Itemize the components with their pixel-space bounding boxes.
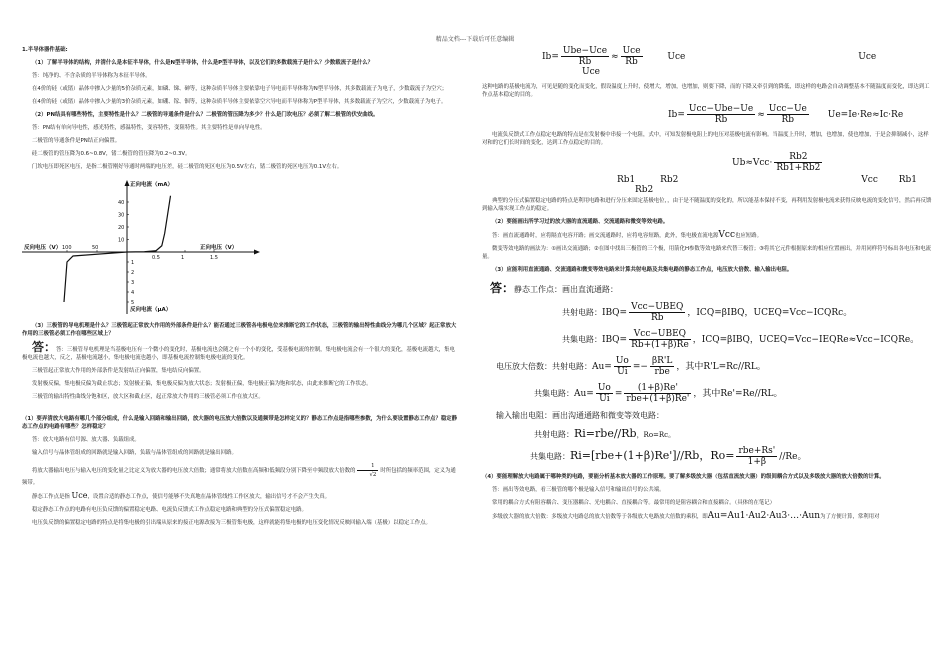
question-4-right: （4）要能理解放大电路属于哪种类的电路，要能分析基本放大器的工作原理。要了解多级放大器（包括直流放大器）的级间耦合方式以及多级放大器的放大倍数的计算。 <box>482 474 885 480</box>
ibq-frac <box>629 329 691 350</box>
gain-frac-1 <box>596 383 613 404</box>
gain-ce-formula: 电压放大倍数：共射电路：Au= $\frac{Uo}{Ui}$ =− $\frac{\beta R'L}{\text{rbe}}$ ，其中R'L=Rc//RL。 <box>496 356 766 377</box>
multistage-gain-formula: Au=Au1·Au2·Au3·…·Aun <box>707 511 821 521</box>
gain-frac-1 <box>614 356 631 377</box>
text-seg: ，式中 <box>642 132 660 138</box>
question-2: （2）PN结具有哪些特性，主要特性是什么？二极管的导通条件是什么？二极管的管压降为多少？什么是门坎电压？必须了解二极管的伏安曲线。 <box>32 112 379 118</box>
bandwidth-text-2: 时所包括的频率范围，定义为通频带。 <box>22 468 456 486</box>
gain-label: 电压放大倍数：共射电路： <box>496 362 592 371</box>
ce-static-formula <box>562 302 934 323</box>
ibq-symbol: IBQ= <box>602 335 628 345</box>
frac-num: Uo <box>615 356 629 366</box>
rb1-label: Rb1 <box>617 175 636 185</box>
formula-frac-2 <box>767 104 809 125</box>
frac-den: Rb <box>578 57 592 67</box>
neg-x-tick-label: 100 <box>62 245 72 251</box>
frac-den: Rb1+Rb2 <box>776 163 821 173</box>
x-tick-label: 0.5 <box>152 255 160 261</box>
answer-4: 答：放大电路有信号源、放大器、负载组成。 <box>32 437 140 443</box>
au-symbol: Au= <box>574 389 594 399</box>
y-tick-label: 30 <box>118 212 125 219</box>
question-1: （1）了解半导体的结构，并清什么是本征半导体，什么是N型半导体，什么是P型半导体，以及它们的多数载流子是什么？少数载流子是什么？ <box>32 60 374 66</box>
neg-y-axis-label: 反向电流（μA） <box>130 307 172 313</box>
frac-num: (1+β)Re' <box>624 383 691 394</box>
sqrt2-fraction <box>357 462 378 479</box>
ibq-frac <box>629 302 685 323</box>
x-tick-label: 1.5 <box>210 255 218 261</box>
ri-formula: Ri=[rbe+(1+β)Re']//Rb <box>570 449 700 462</box>
frac-den: rbe+(1+β)Re' <box>626 394 690 404</box>
question-3: （3）三极管的导电机理是什么？三极管起正常放大作用的外部条件是什么？能否通过三极管各电极电位来推断它的工作状态，三极管的输出特性曲线分为哪几个区域？起正常放大作用的三极管必须工作在哪些区域上？ <box>22 323 457 337</box>
answer-3-line-1: 三极管起正常放大作用的外部条件是发射结正向偏置，集电结反向偏置。 <box>32 368 205 374</box>
text-seg: 要下降，而 <box>708 84 736 90</box>
text-seg: 是不随温度的变化的，所以能基本保持不变，再利用发射极电流来获得反映电流的变化信号，然后再反馈到输入端实现工作点的稳定。 <box>482 198 932 212</box>
answer-mark: 答： <box>32 340 57 354</box>
answer-2-line-3: 门坎电压即死区电压，是指二极管刚好导通时两端的电压差，硅二极管的死区电压为0.5V左右，锗二极管的死区电压为0.1V左右。 <box>32 164 343 170</box>
frac-den: Rb+(1+β)Re <box>631 340 689 350</box>
vcc-symbol: Vcc <box>718 230 736 240</box>
gain-rest: ，其中R'L=Rc//RL。 <box>676 362 766 372</box>
answer-2-right-line: 微变等效电路的画法为：①画出交流通路；②在图中找出三极管的三个极，用箭化H参数等效电路来代替三极管；③将其它元件根据原来的相应位置画出，并用同样符号标出各电压和电流量。 <box>482 246 932 260</box>
formula-ib-1: Ib= $\frac{\text{Ube−Uce}}{Rb}$ ≈ $\frac{\text{Uce}}{Rb}$ Uce Uce Uce <box>542 46 877 77</box>
cc-label: 共集电路： <box>530 452 570 461</box>
gain-frac-2 <box>650 356 674 377</box>
frac-den: Rb <box>650 313 664 323</box>
ce-label: 共射电路： <box>562 308 602 317</box>
ce-label: 共射电路： <box>534 430 574 439</box>
frac-den: Ui <box>599 394 610 404</box>
answer-2: 答：PN结有单向导电性，感光特性，感温特性，变容特性，变阻特性。其主要特性是单向导电性。 <box>32 125 266 131</box>
frac-num: Uce <box>622 46 641 56</box>
frac-num: rbe+Rs' <box>738 446 776 456</box>
gain-cc-formula: 共集电路：Au= $\frac{Uo}{Ui}$ = $\frac{(1+\beta)Re'}{\text{rbe+(1+β)Re'}}$ ，其中Re'=Re//RL。 <box>534 383 783 404</box>
frac-num: Rb2 <box>774 152 822 163</box>
resistor-labels <box>617 175 934 195</box>
frac-num: βR'L <box>651 356 673 366</box>
frac-num: Vcc−UBEQ <box>629 329 691 340</box>
formula-3-text <box>482 197 934 213</box>
answer-4-line-1: 输入信号与晶体管组成的回路就是输入回路，负载与晶体管组成的回路就是输出回路。 <box>32 450 237 456</box>
text-seg: ，可知发射极电阻上的电压对基极电流有影响。当温度上升时，增加，也增加，使也增加，于是会抑制减小，这样对和的它们长时间的变化，达到工作点稳定的目的。 <box>482 132 929 146</box>
cc-label: 共集电路： <box>534 389 574 398</box>
uce-label: Uce <box>667 52 686 62</box>
rb1-label: Rb1 <box>898 175 918 185</box>
frac-num: Vcc−UBEQ <box>631 302 684 312</box>
text-seg: 进行分压来固定基极电位， <box>605 198 668 204</box>
question-2-right: （2）要能画出所学习过的放大器的直流通路、交流通路和微变等效电路。 <box>492 219 669 225</box>
ro-formula: ，Ro=Rc。 <box>636 431 676 439</box>
answer-3-line-3: 三极管的输出特性曲线分饱和区，放大区和截止区，起正常放大作用的三极管必须工作在放大区。 <box>32 394 264 400</box>
x-tick-label: 1 <box>181 255 185 261</box>
section-title: 1.半导体器件基础: <box>22 47 68 53</box>
x-axis-arrow <box>254 250 260 255</box>
frac-den: Ui <box>617 367 628 377</box>
p-type-text: 在4价的硅（或锗）晶体中掺入少量的3价杂质元素，如硼、镓、铟等，这种杂质半导体主要依靠空穴导电而半导体称为P型半导体，其多数载流子为空穴，少数载流子为电子。 <box>32 99 447 105</box>
ri-formula: Ri=rbe//Rb <box>574 427 637 440</box>
answer-4-line-2 <box>22 462 460 487</box>
formula-frac <box>774 152 822 173</box>
text-seg: ，可见是随 <box>535 84 563 90</box>
text-seg: 电流负反馈式工作点稳定电路的特点是在发射极中串接一个电阻 <box>492 132 643 138</box>
neg-y-tick-label: 2 <box>131 270 135 276</box>
y-tick-label: 20 <box>118 225 125 231</box>
rb2-label: Rb2 <box>660 175 679 185</box>
answer-3-text: 答：三极管导电机理是当基极电压有一个微小的变化时，基极电流也会随之有一个小的变化，受基极电流的控制，集电极电流会有一个很大的变化，基极电流越大，集电极电流也越大，反之，基极电流越小，集电极电流也越小，即基极电流控制集电极电流的变化。 <box>22 347 455 361</box>
frac-num: Ucc−Ube−Ue <box>688 104 754 114</box>
fraction-denominator: √2 <box>369 472 377 478</box>
uce-label: Uce <box>582 67 600 77</box>
document-header: 精品文档---下载后可任意编辑 <box>435 36 515 43</box>
formula-1-text <box>482 83 934 99</box>
frac-den: Rb <box>781 115 795 125</box>
gain-frac-2 <box>624 383 691 404</box>
answer-4-right: 答：画出等效电路，看三极管的哪个极是输入信号和输出信号的公共端。 <box>492 487 665 493</box>
answer-4-line-3 <box>22 492 460 501</box>
forward-curve <box>127 196 171 252</box>
frac-num: Ucc−Ue <box>768 104 807 114</box>
text-seg: ，由于 <box>667 198 684 204</box>
y-axis-arrow <box>125 180 130 186</box>
question-3-right: （3）应能利用直流通路、交流通路和微变等效电路来计算共射电路及共集电路的静态工作点，电压放大倍数、输入输出电阻。 <box>492 267 793 273</box>
text-seg: 这种电路的基极电流为 <box>482 84 536 90</box>
reverse-curve <box>64 252 127 302</box>
text-seg: 典型的分压式偏置稳定电路的特点是利用电路 <box>492 198 600 204</box>
neg-y-tick-label: 5 <box>131 300 135 306</box>
neg-x-tick-label: 50 <box>92 245 99 251</box>
formula-frac-1 <box>687 104 755 125</box>
text-seg: 和 <box>599 198 606 204</box>
ibq-symbol: IBQ= <box>602 308 628 318</box>
text-seg: 的变化而变化，假设温度上升时，使增大，增加，也增加，则 <box>562 84 709 90</box>
text-seg: 答：画直流通路时，应将隔直电容开路；画交流通路时，应将电容短路，此外，集电极直流电源 <box>492 233 719 239</box>
cc-label: 共集电路： <box>562 335 602 344</box>
formula-ue: Ue=Ie·Re≈Ic·Re <box>827 110 904 120</box>
answer-3-line-2: 发射极反偏，集电极反偏为截止状态；发射极正偏，集电极反偏为放大状态；发射极正偏，集电极正偏为饱和状态，由此来推断它的工作状态。 <box>32 381 372 387</box>
formula-2-text <box>482 131 934 147</box>
uce-label: Uce <box>858 52 877 62</box>
n-type-text: 在4价的硅（或锗）晶体中掺入少量的5价杂质元素，如磷、锑、砷等，这种杂质半导体主要依靠电子导电而半导体称为N型半导体，其多数载流子为电子，少数载流子为空穴； <box>32 86 448 92</box>
neg-y-tick-label: 3 <box>131 280 135 286</box>
text-seg: 的下降又牵引到的降低，即这样的电路会自动调整基本不随温度而变化，即达到工作点基本稳定的目的。 <box>482 84 930 98</box>
ro-rest: //Re。 <box>779 452 807 462</box>
uce-symbol: Uce <box>71 491 88 500</box>
answer-2-line-1: 二极管的导通条件是PN结正向偏置。 <box>32 138 121 144</box>
diode-iv-curve-chart <box>22 176 262 316</box>
static-point-heading <box>490 279 934 296</box>
formula-frac-2 <box>621 46 643 67</box>
static-point-text: 静态工作点是指 <box>32 494 70 500</box>
answer-4-line-4: 稳定静态工作点的电路有电压负反馈的偏置稳定电路、电流负反馈式工作点稳定电路和典型的分压式偏置稳定电路。 <box>32 507 307 513</box>
neg-y-tick-label: 1 <box>131 260 135 266</box>
frac-num: Uo <box>597 383 611 393</box>
static-point-text-2: ，设置合适的静态工作点，使信号能够不失真地在晶体管线性工作区放大，输出信号才不会产生失真。 <box>87 494 331 500</box>
text-seg: 多级放大器的放大倍数：多级放大电路总的放大倍数等于各级放大电路放大倍数的乘积，即 <box>492 514 708 520</box>
frac-den: Rb <box>625 57 638 67</box>
frac-den: Rb <box>714 115 728 125</box>
y-axis-label: 正向电流（mA） <box>130 182 173 188</box>
answer-3 <box>22 340 460 362</box>
formula-ib-2: Ib= $\frac{\text{Ucc−Ube−Ue}}{Rb}$ ≈ $\frac{\text{Ucc−Ue}}{Rb}$ Ue=Ie·Re≈Ic·Re <box>668 104 904 125</box>
answer-2-right <box>482 231 934 240</box>
au-symbol: Au= <box>592 362 612 372</box>
answer-4-right-line-2 <box>482 512 934 521</box>
neg-x-axis-label: 反向电压（V） <box>24 245 62 251</box>
ro-symbol: ，Ro= <box>699 449 735 462</box>
text-seg: 也应短路。 <box>735 233 762 239</box>
frac-num: Ube−Uce <box>562 46 608 56</box>
answer-4-right-line-1: 常用的耦合方式有阻容耦合、变压器耦合、光电耦合、直接耦合等。最常用的是阻容耦合和直接耦合。（具体的在笔记） <box>492 500 776 506</box>
y-tick-label: 40 <box>118 200 125 206</box>
text-seg: 为了方便计算，常利用对 <box>820 514 880 520</box>
formula-ub <box>732 152 934 173</box>
right-column <box>482 46 934 526</box>
ro-frac <box>736 446 777 467</box>
question-4: （1）要弄清放大电路有哪几个部分组成，什么是输入回路和输出回路，放大器的电压放大倍数以及通频带是怎样定义的？静态工作点是指哪些参数，为什么要设置静态工作点？稳定静态工作点的电路有哪些？怎样稳定？ <box>22 416 458 430</box>
left-column <box>22 46 460 532</box>
ce-rest: ，ICQ=βIBQ，UCEQ=Vcc−ICQRc。 <box>687 308 853 318</box>
formula-lhs: Ub≈Vcc· <box>732 158 773 168</box>
io-ce-formula <box>534 427 934 440</box>
vcc-label: Vcc <box>861 175 878 185</box>
gain-rest: ，其中Re'=Re//RL。 <box>693 389 783 399</box>
static-point-label: 静态工作点：画出直流通路： <box>514 285 619 294</box>
neg-y-tick-label: 4 <box>131 290 135 296</box>
frac-den: 1+β <box>747 457 767 467</box>
formula-frac-1 <box>561 46 609 67</box>
bandwidth-text: 将放大器输出电压与输入电压的变化量之比定义为放大器的电压放大倍数；通常将放大倍数在高频和低频段分别下降至中频段放大倍数的 <box>32 468 356 474</box>
answer-4-line-5: 电压负反馈的偏置稳定电路的特点是将集电极的引出端从原来的接正电源改接为三极管集电极，这样就能将集电极的电压变化情况反映回输入端（基极）以稳定工作点。 <box>32 520 431 526</box>
frac-den: rbe <box>654 367 670 377</box>
cc-static-formula <box>562 329 934 350</box>
x-axis-label: 正向电压（V） <box>200 245 238 251</box>
io-cc-formula <box>530 446 934 467</box>
io-resistance-heading: 输入输出电阻：画出沟通通路和微变等效电路： <box>496 411 664 420</box>
formula-lhs: Ib= <box>668 110 685 120</box>
answer-2-line-2: 硅二极管的管压降为0.6~0.8V，锗二极管的管压降为0.2~0.3V。 <box>32 151 191 157</box>
y-tick-label: 10 <box>118 237 125 244</box>
fraction-numerator: 1 <box>357 462 378 471</box>
answer-1: 答：纯净的、不含杂质的半导体称为本征半导体。 <box>32 73 151 79</box>
cc-rest: ，ICQ=βIBQ，UCEQ=Vcc−IEQRe≈Vcc−ICQRe。 <box>692 335 920 345</box>
formula-lhs: Ib= <box>542 52 559 62</box>
answer-mark: 答： <box>490 281 515 295</box>
rb2-label: Rb2 <box>635 185 654 195</box>
